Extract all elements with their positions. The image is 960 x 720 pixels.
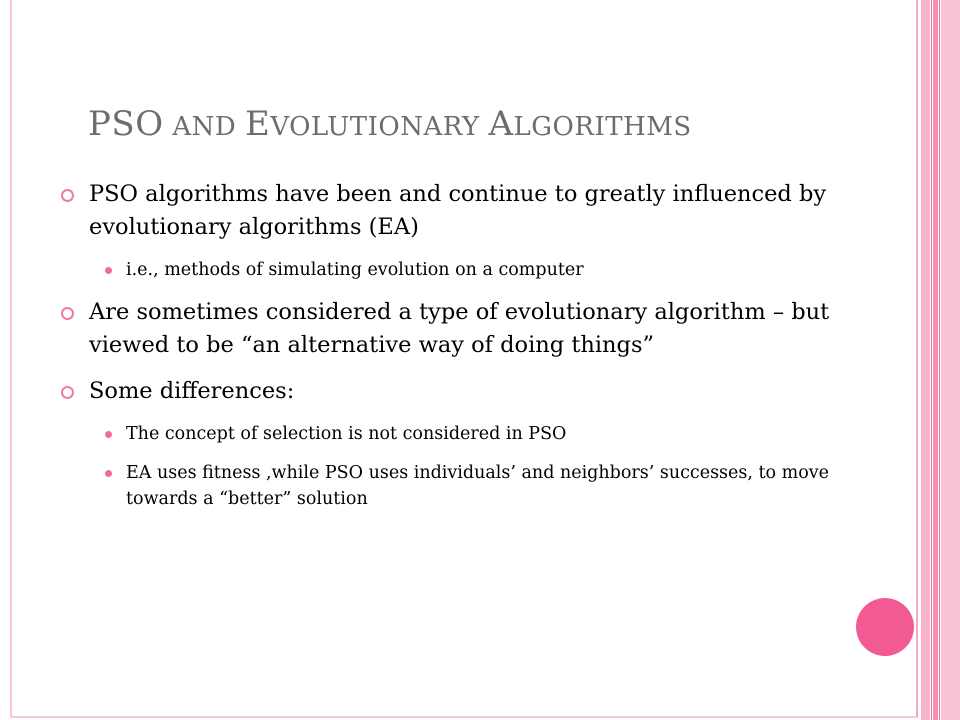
sub-bullet-text: EA uses fitness ,while PSO uses individuals’ and neighbors’ successes, to move towards a “better” solution bbox=[126, 463, 830, 509]
decorative-circle bbox=[856, 598, 914, 656]
sub-bullet-text: The concept of selection is not considered in PSO bbox=[126, 424, 567, 444]
sub-bullet-item bbox=[60, 257, 830, 283]
dot-bullet-icon bbox=[105, 470, 112, 477]
sub-bullet-text: i.e., methods of simulating evolution on a computer bbox=[126, 260, 584, 280]
bullet-item bbox=[60, 296, 830, 362]
bullet-list bbox=[60, 178, 830, 525]
decorative-stripe bbox=[921, 0, 930, 720]
ring-bullet-icon bbox=[61, 189, 74, 202]
ring-bullet-icon bbox=[61, 307, 74, 320]
bullet-text: Are sometimes considered a type of evolutionary algorithm – but viewed to be “an alternative way of doing things” bbox=[89, 299, 830, 358]
decorative-stripe bbox=[933, 0, 938, 720]
slide-title: PSO AND EVOLUTIONARY ALGORITHMS bbox=[88, 104, 692, 144]
bullet-item bbox=[60, 178, 830, 244]
decorative-stripe-line bbox=[939, 0, 940, 720]
bullet-item bbox=[60, 375, 830, 408]
sub-bullet-item bbox=[60, 421, 830, 447]
dot-bullet-icon bbox=[105, 267, 112, 274]
bullet-text: Some differences: bbox=[89, 378, 295, 404]
ring-bullet-icon bbox=[61, 386, 74, 399]
decorative-stripe bbox=[941, 0, 960, 720]
decorative-stripe-line bbox=[931, 0, 932, 720]
sub-bullet-item bbox=[60, 460, 830, 512]
dot-bullet-icon bbox=[105, 431, 112, 438]
bullet-text: PSO algorithms have been and continue to greatly influenced by evolutionary algorithms (EA) bbox=[89, 181, 827, 240]
